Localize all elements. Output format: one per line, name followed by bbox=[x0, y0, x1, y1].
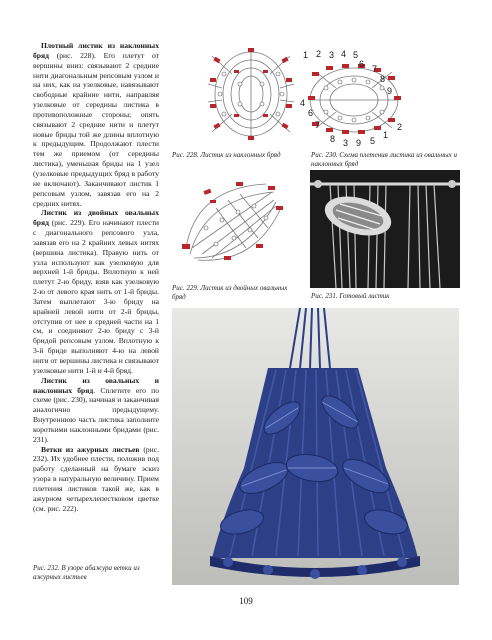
macrame-leaf-photo bbox=[310, 170, 460, 288]
fig230-num: 1 bbox=[303, 50, 309, 60]
fig230-num: 6 bbox=[359, 59, 365, 69]
lamp-shade-photo bbox=[172, 308, 459, 585]
fig230-num: 5 bbox=[353, 50, 359, 60]
fig230-num: 5 bbox=[370, 136, 376, 146]
paragraph-text: (рис. 232). Их удобнее плести, положив под работу сделанный на бумаге эскиз узора в натуральную величину. Прием плетения листиков такой же, как в ажурном четырехлепестковом цветке (см. рис. 222). bbox=[33, 444, 159, 513]
fig230-num: 8 bbox=[330, 134, 336, 144]
fig230-num: 8 bbox=[380, 74, 386, 84]
caption-fig-229: Рис. 229. Листик из двойных овальных бряд bbox=[172, 284, 288, 301]
fig230-num: 3 bbox=[329, 50, 335, 60]
heading-openwork-branches: Ветки из ажурных листьев bbox=[41, 444, 140, 454]
heading-double-oval-leaf: Листик из двойных овальных бряд bbox=[33, 208, 159, 228]
fig230-num: 7 bbox=[315, 120, 321, 130]
fig230-num: 2 bbox=[316, 49, 322, 59]
caption-fig-231: Рис. 231. Готовый листик bbox=[311, 292, 390, 300]
figure-232-photo bbox=[172, 308, 459, 585]
paragraph-text: . Сплетите его по схеме (рис. 230), начиная и заканчивая аналогично предыдущему. Внутреннюю часть листика заполните короткими наклонными бридами (рис. 231). bbox=[33, 385, 159, 444]
figure-231-photo bbox=[310, 170, 460, 288]
caption-fig-228: Рис. 228. Листик из наклонных бряд bbox=[172, 151, 281, 159]
figure-228-diagram bbox=[204, 44, 299, 144]
heading-oval-slanted-leaf: Листик из овальных и наклонных бряд bbox=[33, 375, 159, 395]
caption-fig-232: Рис. 232. В узоре абажура ветки из ажурных листьев bbox=[33, 564, 140, 581]
fig230-num: 9 bbox=[356, 138, 362, 148]
caption-fig-230: Рис. 230. Схема плетения листика из овальных и наклонных бряд bbox=[311, 151, 458, 168]
page-number: 109 bbox=[239, 596, 253, 606]
paragraph-oval-slanted-leaf bbox=[33, 376, 159, 445]
figure-229-diagram bbox=[176, 178, 288, 264]
fig230-num: 6 bbox=[308, 108, 314, 118]
fig230-num: 3 bbox=[343, 138, 349, 148]
fig230-num: 9 bbox=[387, 86, 393, 96]
paragraph-dense-leaf bbox=[33, 41, 159, 208]
paragraph-text: (рис. 229). Его начинают плести с диагонального репсового узла, завязав его на 2 крайних левых нитях (вершина листика). Правую нить от узла используют как узелковую для верхней 1-й бриды. Вплотную к ней плетут 2-ю бриду, взяв как узелковую 2-ю от левого края нить от 1-й бриды. Затем выплетают 3-ю бриду на крайней левой нити от 2-й бриды, отступив от нее в средней части на 1 см, и соединяют 2-ю бриду с 3-й бридой репсовым узлом. Вплотную к 3-й бриде выполняют 4-ю на левой нити от вершины листика и связывают узелковые нити 1-й и 4-й бряд. bbox=[33, 218, 159, 375]
heading-dense-leaf: Плотный листик из наклонных бряд bbox=[33, 41, 159, 60]
fig230-num: 4 bbox=[341, 49, 347, 59]
fig230-num: 2 bbox=[397, 122, 403, 132]
paragraph-double-oval-leaf bbox=[33, 208, 159, 375]
fig230-num: 4 bbox=[300, 98, 306, 108]
paragraph-openwork-branches bbox=[33, 445, 159, 514]
body-text-column bbox=[33, 41, 159, 514]
fig230-num: 7 bbox=[372, 64, 378, 74]
paragraph-text: (рис. 228). Его плетут от вершины вниз: связывают 2 средние нити диагональным репсовым узлом и на них, как на узелковые, навязывают свободные крайние нити, направляя узелковые от середины листика в противоположные стороны; опять связывают 2 средние нити и плетут новые бриды той же длины вплотную к предыдущим. Продолжают плести тем же приемом (от середины листика), уменьшая бриды на 1 узел (узелковые предыдущих бряд в работу не включают). Заканчивают листик 1 репсовым узлом, завязав его на 2 средних нитях. bbox=[33, 50, 159, 208]
fig230-num: 1 bbox=[383, 130, 389, 140]
